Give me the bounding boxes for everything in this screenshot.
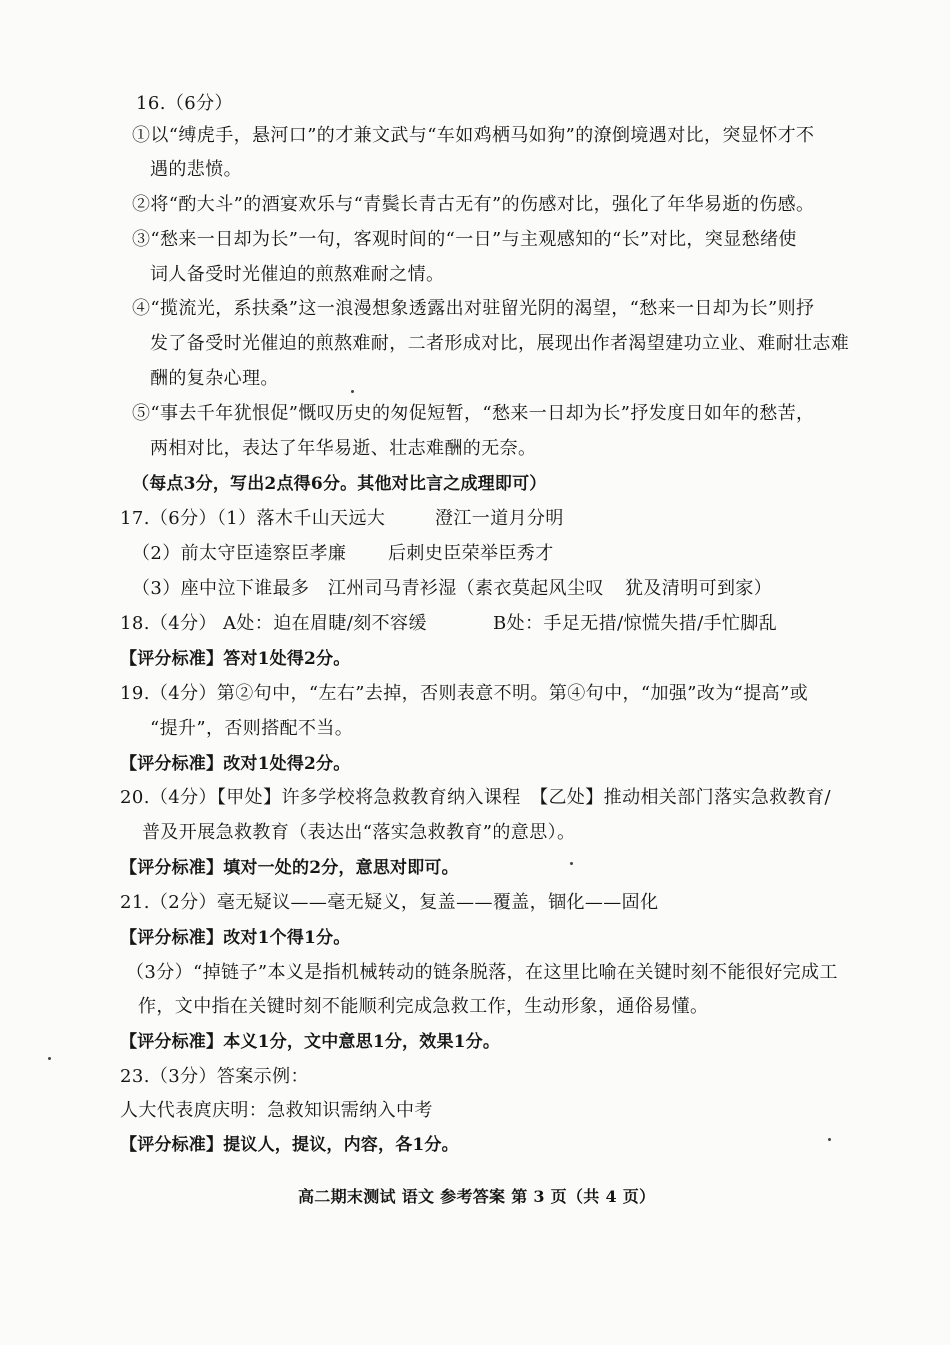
q21-line-1: 21.（2分）毫无疑议——毫无疑义，复盖——覆盖，锢化——固化 <box>120 892 659 913</box>
q18-answer-a: 18.（4分） A处：迫在眉睫/刻不容缓 <box>120 613 427 634</box>
q19-scoring-standard: 【评分标准】改对1处得2分。 <box>120 754 351 774</box>
q16-scoring-note: （每点3分，写出2点得6分。其他对比言之成理即可） <box>132 474 547 494</box>
scan-speck <box>48 1057 51 1060</box>
q16-point-4-cont: 发了备受时光催迫的煎熬难耐，二者形成对比，展现出作者渴望建功立业、难耐壮志难 <box>150 333 850 354</box>
scan-speck <box>351 390 354 393</box>
q18-answer-b: B处：手足无措/惊慌失措/手忙脚乱 <box>493 613 778 634</box>
q17-line-2a: （2）前太守臣逵察臣孝廉 <box>132 543 347 564</box>
q16-point-3: ③“愁来一日却为长”一句，客观时间的“一日”与主观感知的“长”对比，突显愁绪使 <box>132 229 797 250</box>
q17-line-3a: （3）座中泣下谁最多 江州司马青衫湿（素衣莫起风尘叹 <box>132 578 604 599</box>
q19-line-2: “提升”，否则搭配不当。 <box>150 718 354 739</box>
q20-line-2: 普及开展急救教育（表达出“落实急救教育”的意思）。 <box>142 822 576 843</box>
q16-point-1: ①以“缚虎手，悬河口”的才兼文武与“车如鸡栖马如狗”的潦倒境遇对比，突显怀才不 <box>132 125 815 146</box>
scan-speck <box>570 862 573 865</box>
q16-point-5-cont: 两相对比，表达了年华易逝、壮志难酬的无奈。 <box>150 438 537 459</box>
q17-line-2b: 后刺史臣荣举臣秀才 <box>388 543 554 564</box>
q23-scoring-standard: 【评分标准】提议人，提议，内容，各1分。 <box>120 1135 459 1155</box>
q20-line-1: 20.（4分）【甲处】许多学校将急救教育纳入课程 【乙处】推动相关部门落实急救教育/ <box>120 787 831 808</box>
q16-point-4-cont2: 酬的复杂心理。 <box>150 368 279 389</box>
q17-line-1b: 澄江一道月分明 <box>435 508 564 529</box>
q16-point-4: ④“揽流光，系扶桑”这一浪漫想象透露出对驻留光阴的渴望，“愁来一日却为长”则抒 <box>132 298 815 319</box>
q23-line-2: 人大代表庹庆明：急救知识需纳入中考 <box>120 1100 433 1121</box>
scan-speck <box>828 1138 831 1141</box>
q22-line-1: （3分）“掉链子”本义是指机械转动的链条脱落，在这里比喻在关键时刻不能很好完成工 <box>126 962 838 983</box>
q20-scoring-standard: 【评分标准】填对一处的2分，意思对即可。 <box>120 858 459 878</box>
q16-point-1-cont: 遇的悲愤。 <box>150 159 242 180</box>
q17-line-1a: 17.（6分）（1）落木千山天远大 <box>120 508 386 529</box>
q16-point-3-cont: 词人备受时光催迫的煎熬难耐之情。 <box>150 264 445 285</box>
q21-scoring-standard: 【评分标准】改对1个得1分。 <box>120 928 351 948</box>
q18-scoring-standard: 【评分标准】答对1处得2分。 <box>120 649 351 669</box>
q22-line-2: 作，文中指在关键时刻不能顺利完成急救工作，生动形象，通俗易懂。 <box>138 996 709 1017</box>
q17-line-3b: 犹及清明可到家） <box>625 578 773 599</box>
q19-line-1: 19.（4分）第②句中，“左右”去掉，否则表意不明。第④句中，“加强”改为“提高”或 <box>120 683 809 704</box>
q22-scoring-standard: 【评分标准】本义1分，文中意思1分，效果1分。 <box>120 1032 501 1052</box>
q16-point-2: ②将“酌大斗”的酒宴欢乐与“青鬓长青古无有”的伤感对比，强化了年华易逝的伤感。 <box>132 194 815 215</box>
page-footer: 高二期末测试 语文 参考答案 第 3 页（共 4 页） <box>298 1187 656 1206</box>
q23-line-1: 23.（3分）答案示例： <box>120 1066 309 1087</box>
q16-heading: 16.（6分） <box>136 93 233 114</box>
q16-point-5: ⑤“事去千年犹恨促”慨叹历史的匆促短暂，“愁来一日却为长”抒发度日如年的愁苦， <box>132 403 815 424</box>
